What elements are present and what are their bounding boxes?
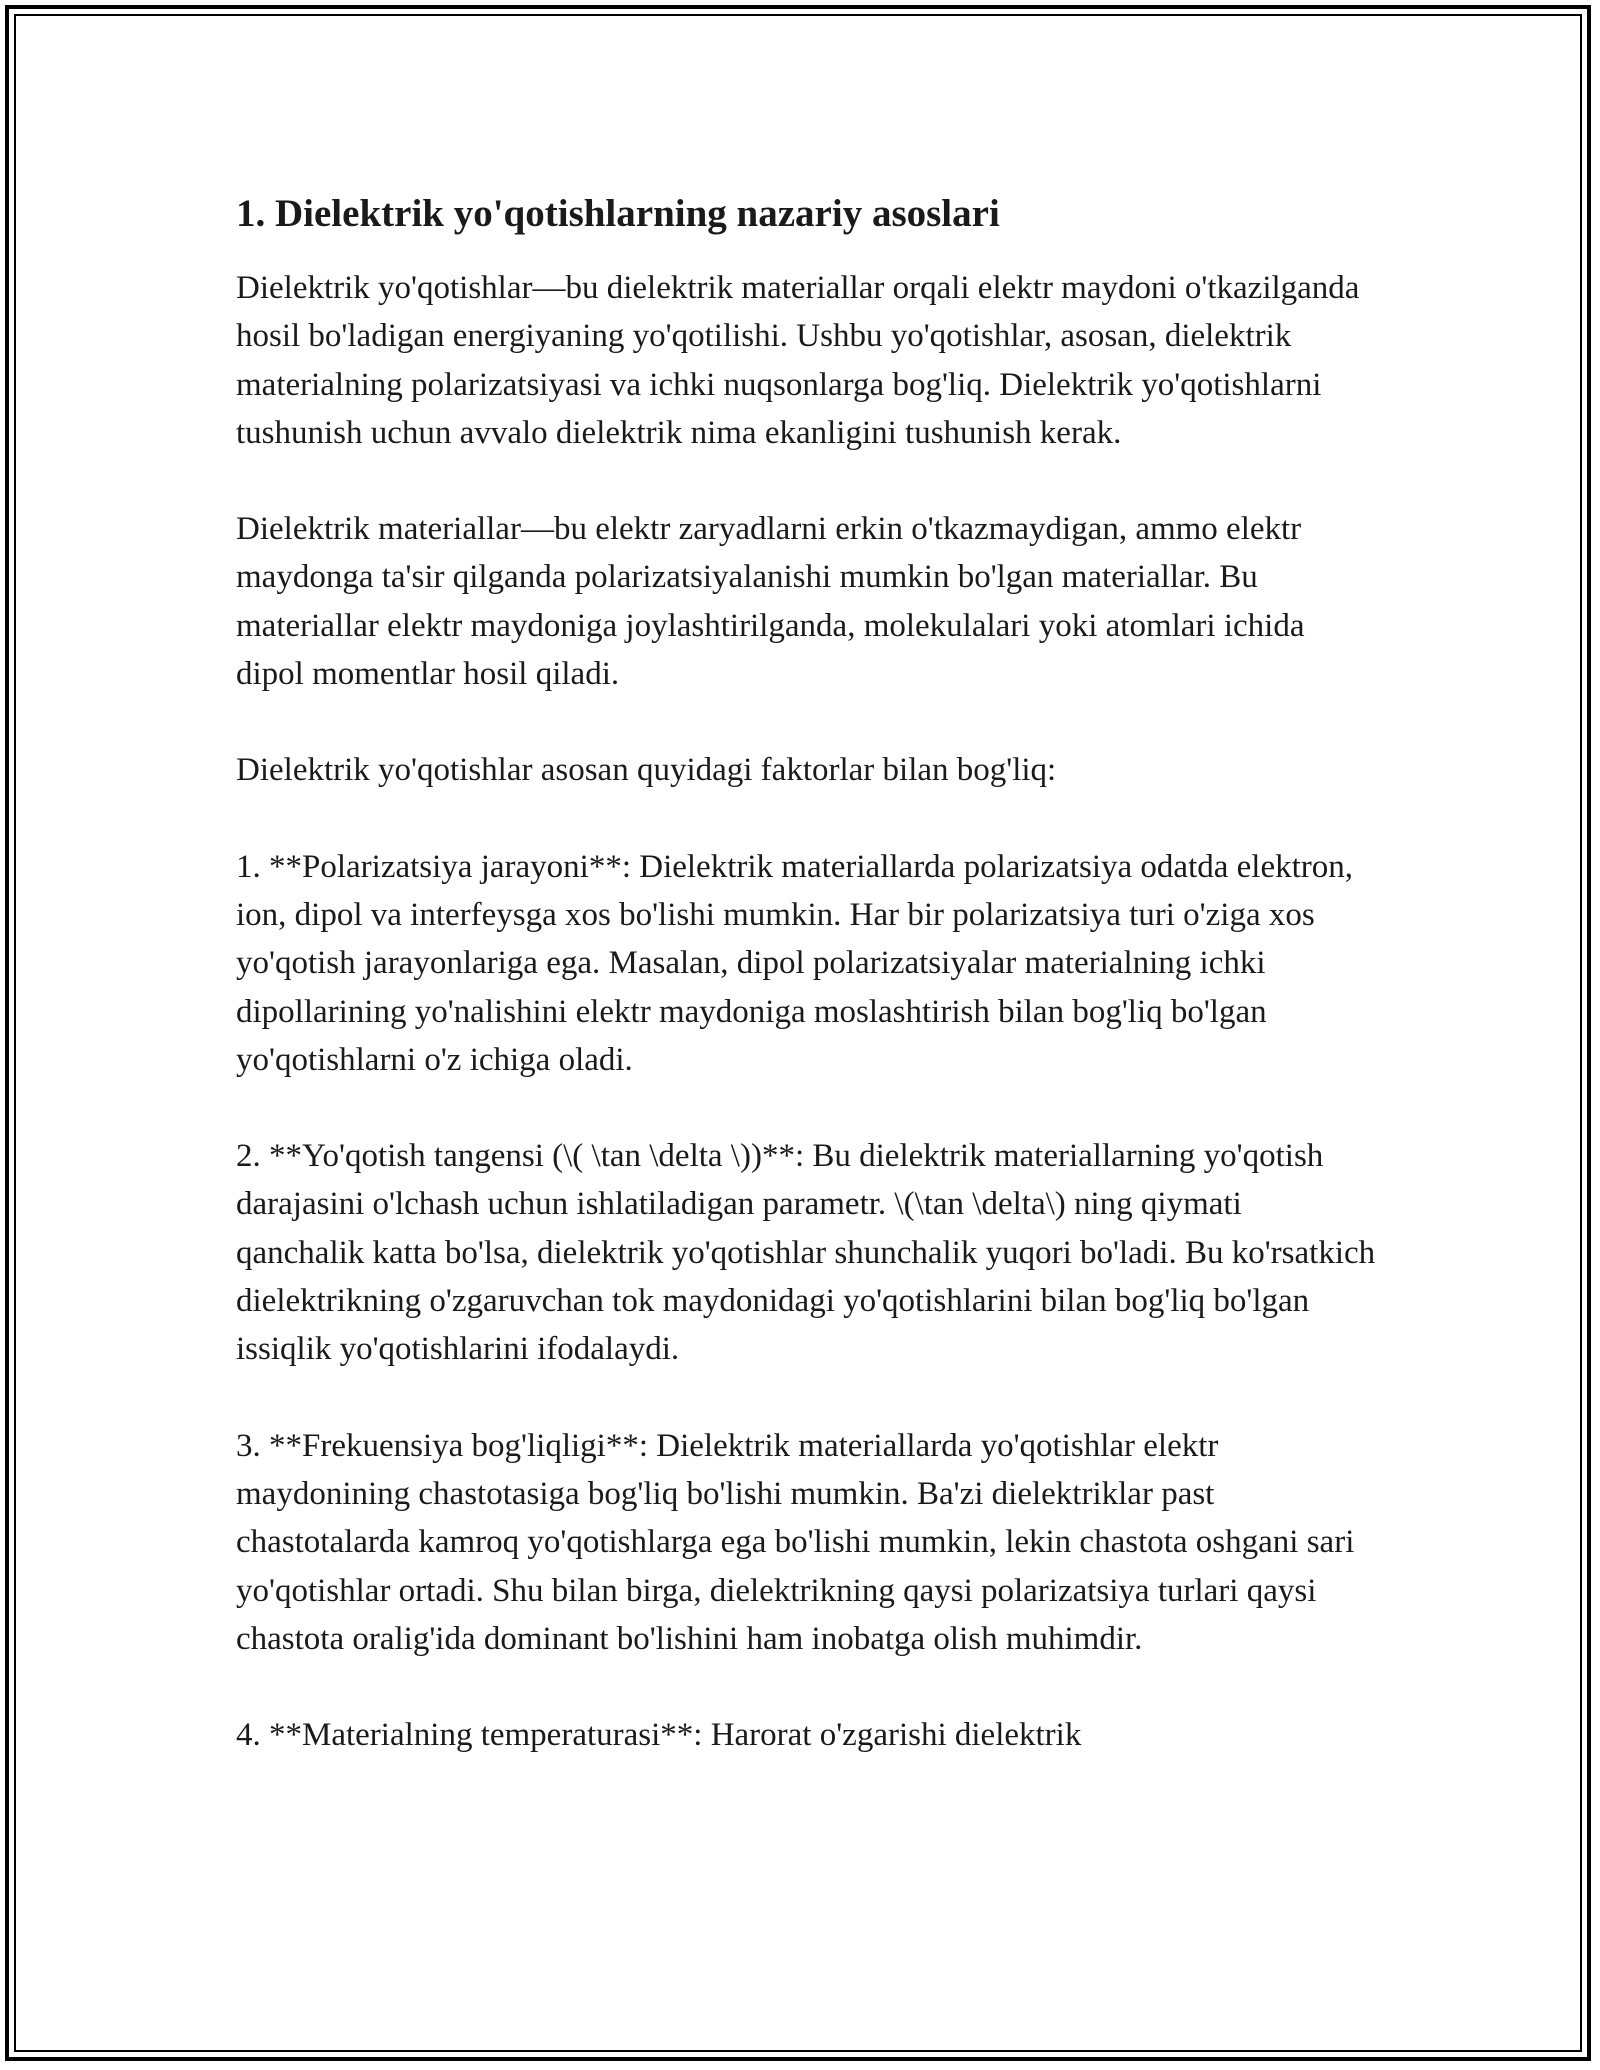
section-heading: 1. Dielektrik yo'qotishlarning nazariy asoslari <box>236 192 1000 235</box>
list-item-frequency: 3. **Frekuensiya bog'liqligi**: Dielektrik materiallarda yo'qotishlar elektr maydonining chastotasiga bog'liq bo'lishi mumkin. Ba'zi dielektriklar past chastotalarda kamroq yo'qotishlarga ega bo'lishi mumkin, lekin chastota oshgani sari yo'qotishlar ortadi. Shu bilan birga, dielektrikning qaysi polarizatsiya turlari qaysi chastota oralig'ida dominant bo'lishini ham inobatga olish muhimdir. <box>236 1427 1355 1657</box>
list-item-polarization: 1. **Polarizatsiya jarayoni**: Dielektrik materiallarda polarizatsiya odatda elektron, ion, dipol va interfeysga xos bo'lishi mumkin. Har bir polarizatsiya turi o'ziga xos yo'qotish jarayonlariga ega. Masalan, dipol polarizatsiyalar materialning ichki dipollarining yo'nalishini elektr maydoniga moslashtirish bilan bog'liq bo'lgan yo'qotishlarni o'z ichiga oladi. <box>236 848 1354 1078</box>
list-item-loss-tangent: 2. **Yo'qotish tangensi (\( \tan \delta \))**: Bu dielektrik materiallarning yo'qotish darajasini o'lchash uchun ishlatiladigan parametr. \(\tan \delta\) ning qiymati qanchalik katta bo'lsa, dielektrik yo'qotishlar shunchalik yuqori bo'ladi. Bu ko'rsatkich dielektrikning o'zgaruvchan tok maydonidagi yo'qotishlarini bilan bog'liq bo'lgan issiqlik yo'qotishlarini ifodalaydi. <box>236 1138 1376 1368</box>
paragraph-factors-intro: Dielektrik yo'qotishlar asosan quyidagi faktorlar bilan bog'liq: <box>236 752 1057 789</box>
list-item-temperature: 4. **Materialning temperaturasi**: Harorat o'zgarishi dielektrik <box>236 1717 1082 1754</box>
paragraph-definition-materials: Dielektrik materiallar—bu elektr zaryadlarni erkin o'tkazmaydigan, ammo elektr maydonga ta'sir qilganda polarizatsiyalanishi mumkin bo'lgan materiallar. Bu materiallar elektr maydoniga joylashtirilganda, molekulalari yoki atomlari ichida dipol momentlar hosil qiladi. <box>236 511 1305 693</box>
document-body <box>236 186 1376 1807</box>
paragraph-definition-losses: Dielektrik yo'qotishlar—bu dielektrik materiallar orqali elektr maydoni o'tkazilganda hosil bo'ladigan energiyaning yo'qotilishi. Ushbu yo'qotishlar, asosan, dielektrik materialning polarizatsiyasi va ichki nuqsonlarga bog'liq. Dielektrik yo'qotishlarni tushunish uchun avvalo dielektrik nima ekanligini tushunish kerak. <box>236 270 1360 451</box>
